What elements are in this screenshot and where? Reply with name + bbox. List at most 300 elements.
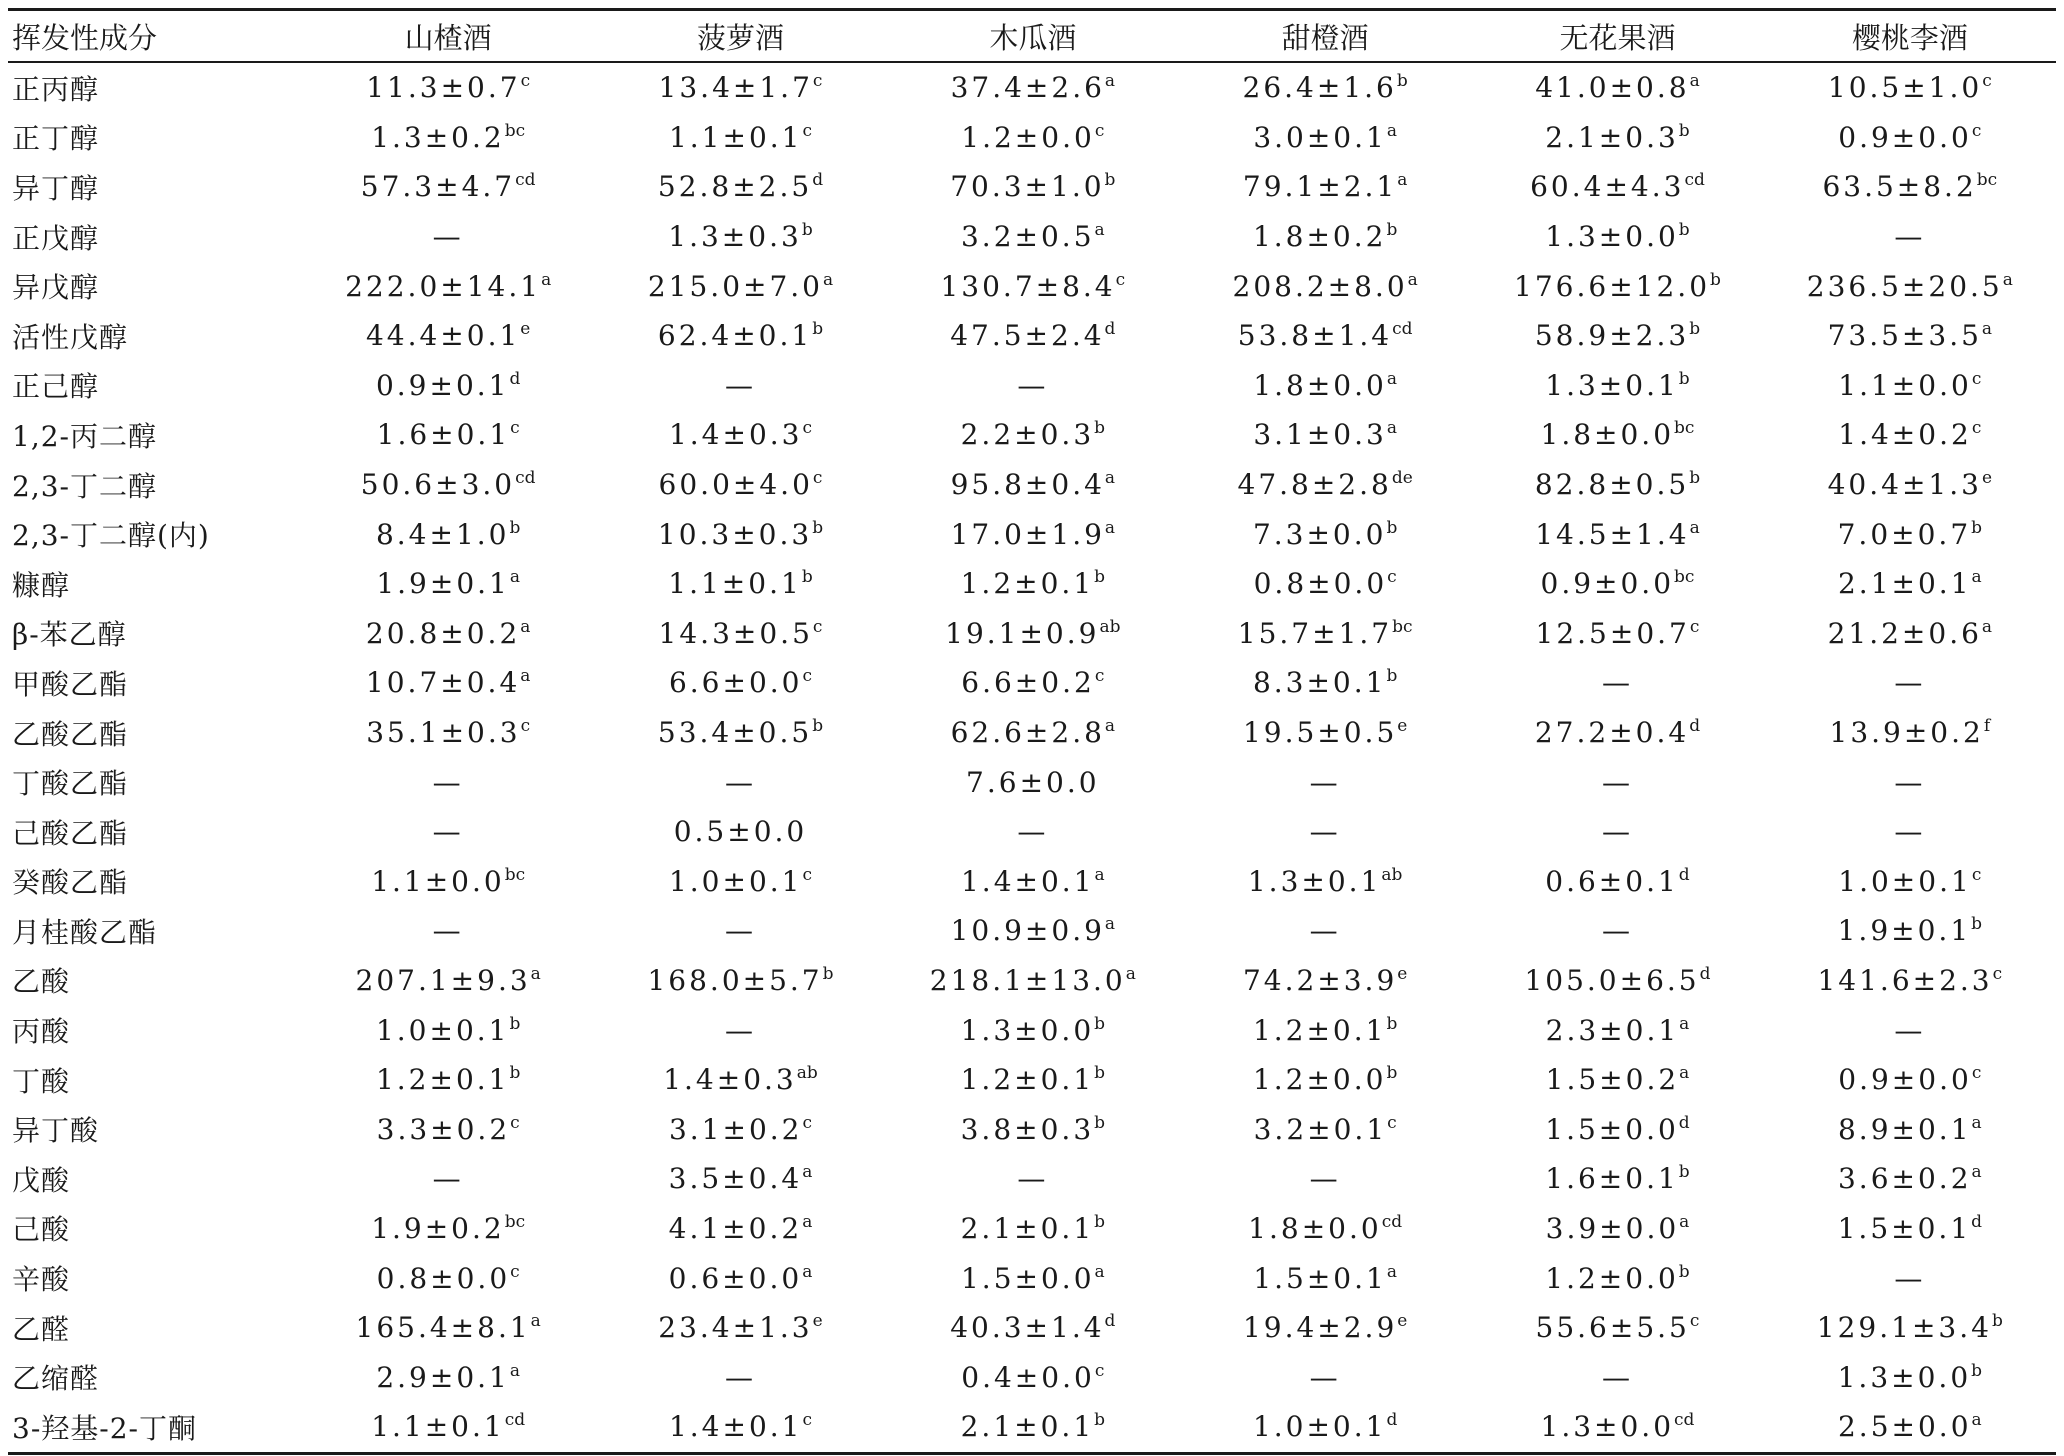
significance-letter: a (1104, 716, 1116, 737)
value-cell (887, 559, 1179, 609)
significance-letter: b (1678, 220, 1690, 241)
value-cell (1179, 757, 1471, 807)
value-cell (302, 609, 594, 659)
value-text: 62.4±0.1 (657, 319, 813, 353)
significance-letter: a (1104, 517, 1116, 538)
value-cell (1471, 1055, 1763, 1105)
value-text: 60.4±4.3 (1530, 170, 1685, 204)
compound-name: 1,2-丙二醇 (12, 419, 157, 453)
value-text: — (1894, 666, 1926, 700)
value-cell (887, 1253, 1179, 1303)
significance-letter: a (1981, 319, 1993, 340)
compound-name: 正丙醇 (12, 72, 100, 106)
value-text: 1.3±0.1 (1545, 368, 1679, 402)
significance-letter: c (802, 864, 813, 885)
value-cell (1471, 1402, 1763, 1453)
value-text: 236.5±20.5 (1806, 269, 2003, 303)
significance-letter: bc (504, 1211, 526, 1232)
significance-letter: c (510, 418, 520, 439)
value-cell (887, 410, 1179, 460)
value-cell (1471, 212, 1763, 262)
value-text: 11.3±0.7 (366, 71, 521, 105)
value-cell (302, 212, 594, 262)
value-text: 2.1±0.1 (960, 1410, 1095, 1444)
value-cell (302, 1104, 594, 1154)
value-cell (594, 261, 886, 311)
value-text: — (1601, 815, 1633, 849)
significance-letter: cd (515, 468, 536, 489)
value-cell (887, 460, 1179, 510)
compound-name: 活性戊醇 (12, 320, 129, 354)
table-row (8, 460, 2056, 510)
value-text: 1.1±0.1 (668, 567, 802, 601)
value-text: 1.0±0.1 (1838, 864, 1972, 898)
significance-letter: cd (1392, 319, 1413, 340)
table-row (8, 1005, 2056, 1055)
value-cell (1471, 1303, 1763, 1353)
table-row (8, 658, 2056, 708)
table-row (8, 807, 2056, 857)
value-cell (887, 162, 1179, 212)
significance-letter: bc (1392, 616, 1413, 637)
significance-letter: d (1689, 716, 1701, 737)
value-text: 1.1±0.1 (371, 1410, 505, 1444)
significance-letter: a (1971, 1112, 1982, 1133)
value-text: 1.3±0.0 (960, 1013, 1095, 1047)
significance-letter: e (812, 1311, 823, 1332)
significance-letter: a (2002, 269, 2013, 290)
value-text: 19.5±0.5 (1242, 716, 1398, 750)
value-text: 10.9±0.9 (950, 914, 1105, 948)
compound-name: 异戊醇 (12, 271, 100, 305)
value-cell (1179, 807, 1471, 857)
value-cell (1764, 1154, 2056, 1204)
compound-name: 戊酸 (12, 1163, 71, 1197)
header-pineapple-wine: 菠萝酒 (594, 10, 886, 63)
compound-name: 糠醇 (12, 568, 71, 602)
table-row (8, 162, 2056, 212)
value-cell (1471, 311, 1763, 361)
value-cell (302, 1154, 594, 1204)
value-cell (1179, 1104, 1471, 1154)
table-row (8, 559, 2056, 609)
header-papaya-wine: 木瓜酒 (887, 10, 1179, 63)
significance-letter: b (509, 517, 521, 538)
value-text: 1.3±0.1 (1247, 864, 1382, 898)
value-cell (302, 509, 594, 559)
value-text: — (1017, 815, 1049, 849)
significance-letter: d (1971, 1211, 1983, 1232)
value-cell (1179, 113, 1471, 163)
value-text: 207.1±9.3 (355, 963, 531, 997)
value-cell (887, 1204, 1179, 1254)
value-text: 3.1±0.3 (1253, 418, 1387, 452)
value-cell (594, 460, 886, 510)
value-text: 1.4±0.1 (668, 1410, 803, 1444)
value-cell (1179, 1154, 1471, 1204)
value-cell (887, 212, 1179, 262)
value-text: 19.4±2.9 (1242, 1311, 1398, 1345)
value-text: — (1017, 1162, 1049, 1196)
value-text: 7.6±0.0 (966, 765, 1100, 799)
significance-letter: a (1104, 914, 1116, 935)
value-cell (887, 62, 1179, 113)
value-text: 73.5±3.5 (1827, 319, 1982, 353)
significance-letter: c (1094, 120, 1105, 141)
value-text: 2.1±0.1 (960, 1211, 1095, 1245)
value-cell (302, 361, 594, 411)
value-text: — (724, 1360, 756, 1394)
value-cell (302, 658, 594, 708)
value-text: 215.0±7.0 (647, 269, 823, 303)
value-text: 1.4±0.3 (663, 1063, 797, 1097)
compound-name: 月桂酸乙酯 (12, 915, 158, 949)
significance-letter: a (520, 666, 531, 687)
significance-letter: b (1710, 269, 1721, 290)
value-cell (1471, 906, 1763, 956)
value-text: — (724, 765, 756, 799)
value-text: 52.8±2.5 (657, 170, 813, 204)
value-cell (1471, 1154, 1763, 1204)
significance-letter: a (1386, 120, 1397, 141)
value-cell (1764, 361, 2056, 411)
compound-name: 丙酸 (12, 1015, 71, 1049)
value-cell (887, 708, 1179, 758)
compound-name: 己酸乙酯 (12, 816, 129, 850)
significance-letter: b (1094, 1410, 1106, 1431)
significance-letter: c (1982, 71, 1992, 92)
value-cell (1471, 509, 1763, 559)
significance-letter: d (1104, 319, 1116, 340)
significance-letter: b (1971, 914, 1983, 935)
value-cell (1471, 460, 1763, 510)
significance-letter: c (1971, 418, 1982, 439)
significance-letter: d (1678, 1112, 1690, 1133)
value-cell (594, 1253, 886, 1303)
significance-letter: ab (796, 1063, 818, 1084)
value-text: 0.6±0.0 (668, 1261, 803, 1295)
table-row (8, 906, 2056, 956)
value-cell (594, 609, 886, 659)
value-cell (1764, 509, 2056, 559)
value-text: — (432, 220, 464, 254)
value-cell (887, 1005, 1179, 1055)
value-cell (1764, 62, 2056, 113)
value-cell (302, 1402, 594, 1453)
significance-letter: bc (1674, 567, 1695, 588)
significance-letter: a (1679, 1063, 1690, 1084)
compound-name: 甲酸乙酯 (12, 667, 129, 701)
value-cell (594, 708, 886, 758)
significance-letter: de (1391, 468, 1413, 489)
table-row (8, 1204, 2056, 1254)
significance-letter: a (1125, 963, 1136, 984)
value-cell (1471, 410, 1763, 460)
value-text: 47.5±2.4 (950, 319, 1105, 353)
significance-letter: a (1407, 269, 1418, 290)
significance-letter: cd (1381, 1211, 1403, 1232)
significance-letter: b (1991, 1311, 2003, 1332)
significance-letter: d (1699, 963, 1711, 984)
value-text: 2.5±0.0 (1837, 1410, 1972, 1444)
value-text: 168.0±5.7 (647, 963, 823, 997)
value-text: 2.1±0.3 (1545, 120, 1679, 154)
value-cell (1471, 162, 1763, 212)
value-text: 70.3±1.0 (950, 170, 1105, 204)
value-text: 10.3±0.3 (657, 517, 813, 551)
value-text: — (1601, 765, 1633, 799)
value-text: 1.5±0.1 (1253, 1261, 1387, 1295)
value-cell (594, 1402, 886, 1453)
compound-name: 正丁醇 (12, 122, 100, 156)
compound-name: β-苯乙醇 (12, 618, 127, 652)
value-text: 0.9±0.0 (1838, 1063, 1972, 1097)
significance-letter: b (1104, 170, 1116, 191)
significance-letter: c (1387, 1112, 1397, 1133)
value-text: 17.0±1.9 (950, 517, 1105, 551)
value-text: — (1894, 220, 1926, 254)
table-row (8, 311, 2056, 361)
significance-letter: d (1104, 1311, 1116, 1332)
value-text: 1.0±0.1 (1252, 1410, 1387, 1444)
significance-letter: f (1983, 716, 1991, 737)
value-cell (594, 807, 886, 857)
value-text: 1.8±0.0 (1253, 368, 1387, 402)
value-text: 50.6±3.0 (360, 468, 516, 502)
table-header (8, 10, 2056, 63)
value-text: 58.9±2.3 (1534, 319, 1690, 353)
value-text: 55.6±5.5 (1535, 1311, 1690, 1345)
significance-letter: c (1971, 368, 1982, 389)
significance-letter: d (1678, 864, 1690, 885)
value-text: — (1309, 1162, 1341, 1196)
value-cell (594, 410, 886, 460)
significance-letter: b (1386, 517, 1398, 538)
value-text: 1.5±0.2 (1545, 1063, 1680, 1097)
significance-letter: c (1387, 567, 1397, 588)
value-cell (594, 1303, 886, 1353)
table-row (8, 1402, 2056, 1453)
value-cell (1471, 1005, 1763, 1055)
value-text: 47.8±2.8 (1237, 468, 1392, 502)
value-text: 1.1±0.0 (371, 864, 505, 898)
significance-letter: c (812, 616, 823, 637)
value-cell (1179, 62, 1471, 113)
value-text: 222.0±14.1 (345, 269, 542, 303)
significance-letter: a (530, 963, 541, 984)
value-text: 40.3±1.4 (950, 1311, 1105, 1345)
value-cell (1179, 1352, 1471, 1402)
value-text: 0.9±0.0 (1838, 120, 1972, 154)
value-cell (887, 361, 1179, 411)
value-text: 26.4±1.6 (1242, 71, 1397, 105)
value-text: 53.8±1.4 (1237, 319, 1393, 353)
value-text: 41.0±0.8 (1535, 71, 1690, 105)
significance-letter: a (1386, 418, 1397, 439)
value-cell (594, 1204, 886, 1254)
value-text: 1.4±0.3 (668, 418, 803, 452)
value-cell (1764, 410, 2056, 460)
value-cell (302, 807, 594, 857)
compound-name: 异丁酸 (12, 1114, 100, 1148)
value-text: 53.4±0.5 (657, 716, 813, 750)
value-cell (1471, 658, 1763, 708)
value-cell (302, 906, 594, 956)
value-cell (1764, 807, 2056, 857)
significance-letter: a (1689, 517, 1700, 538)
significance-letter: c (812, 468, 823, 489)
value-text: 1.5±0.1 (1837, 1211, 1972, 1245)
significance-letter: c (812, 71, 823, 92)
value-text: 0.8±0.0 (1253, 567, 1388, 601)
value-cell (1179, 261, 1471, 311)
value-text: 14.3±0.5 (658, 616, 813, 650)
value-cell (1471, 757, 1763, 807)
value-cell (302, 1352, 594, 1402)
value-text: — (1309, 1360, 1341, 1394)
table-body (8, 62, 2056, 1453)
value-text: 15.7±1.7 (1237, 616, 1393, 650)
significance-letter: bc (1976, 170, 1998, 191)
value-cell (594, 1055, 886, 1105)
significance-letter: ab (1099, 616, 1121, 637)
significance-letter: b (1678, 120, 1690, 141)
significance-letter: bc (504, 120, 526, 141)
significance-letter: cd (1674, 1410, 1695, 1431)
value-cell (1764, 1005, 2056, 1055)
table-row (8, 1154, 2056, 1204)
value-cell (1764, 261, 2056, 311)
value-text: 1.2±0.1 (375, 1063, 510, 1097)
value-cell (594, 509, 886, 559)
value-text: 2.2±0.3 (960, 418, 1095, 452)
value-cell (1471, 1253, 1763, 1303)
table-row (8, 361, 2056, 411)
value-text: 1.2±0.0 (961, 120, 1095, 154)
value-cell (1179, 1204, 1471, 1254)
value-text: 1.1±0.1 (668, 120, 803, 154)
value-text: 1.2±0.1 (960, 567, 1095, 601)
value-text: 1.2±0.0 (1252, 1063, 1387, 1097)
significance-letter: b (1094, 418, 1106, 439)
significance-letter: a (1679, 1211, 1690, 1232)
value-cell (1764, 1104, 2056, 1154)
value-cell (887, 609, 1179, 659)
value-cell (594, 658, 886, 708)
value-cell (1764, 460, 2056, 510)
significance-letter: b (812, 716, 824, 737)
value-text: 218.1±13.0 (929, 963, 1126, 997)
table-row (8, 609, 2056, 659)
value-cell (1764, 212, 2056, 262)
table-row (8, 857, 2056, 907)
value-text: — (724, 368, 756, 402)
significance-letter: a (1971, 1410, 1982, 1431)
significance-letter: b (1689, 468, 1701, 489)
significance-letter: c (802, 120, 813, 141)
table-row (8, 956, 2056, 1006)
value-text: — (724, 1013, 756, 1047)
significance-letter: b (1094, 1112, 1106, 1133)
significance-letter: b (1386, 220, 1398, 241)
value-cell (1179, 857, 1471, 907)
value-text: 3.1±0.2 (668, 1112, 803, 1146)
significance-letter: c (1115, 269, 1126, 290)
value-cell (302, 1204, 594, 1254)
value-text: 1.1±0.0 (1838, 368, 1972, 402)
value-cell (887, 658, 1179, 708)
value-cell (1764, 906, 2056, 956)
value-text: 1.3±0.2 (371, 120, 505, 154)
value-text: 3.6±0.2 (1837, 1162, 1972, 1196)
value-cell (1764, 1352, 2056, 1402)
compound-name: 正戊醇 (12, 221, 100, 255)
value-cell (1179, 1055, 1471, 1105)
value-text: 1.8±0.0 (1248, 1211, 1382, 1245)
value-text: — (1601, 666, 1633, 700)
significance-letter: c (520, 71, 531, 92)
value-text: 13.4±1.7 (658, 71, 813, 105)
value-cell (1471, 857, 1763, 907)
value-text: — (1309, 765, 1341, 799)
value-cell (1179, 658, 1471, 708)
value-text: 4.1±0.2 (668, 1211, 803, 1245)
value-cell (1764, 1055, 2056, 1105)
value-text: 62.6±2.8 (950, 716, 1105, 750)
value-cell (302, 857, 594, 907)
value-text: 1.5±0.0 (960, 1261, 1095, 1295)
table-row (8, 261, 2056, 311)
significance-letter: a (509, 1360, 520, 1381)
volatile-compounds-table (8, 8, 2056, 1455)
value-cell (1764, 1204, 2056, 1254)
value-text: — (432, 765, 464, 799)
significance-letter: c (802, 666, 813, 687)
value-cell (302, 708, 594, 758)
value-text: 14.5±1.4 (1535, 517, 1690, 551)
value-cell (302, 757, 594, 807)
header-sweet-orange-wine: 甜橙酒 (1179, 10, 1471, 63)
compound-name: 己酸 (12, 1213, 71, 1247)
header-row (8, 10, 2056, 63)
value-text: 6.6±0.0 (668, 666, 803, 700)
significance-letter: a (1971, 1162, 1982, 1183)
value-text: 1.4±0.1 (960, 864, 1095, 898)
value-cell (1179, 559, 1471, 609)
value-cell (1179, 311, 1471, 361)
value-cell (1764, 1303, 2056, 1353)
value-text: — (1894, 765, 1926, 799)
significance-letter: a (520, 616, 531, 637)
value-cell (887, 956, 1179, 1006)
value-text: 3.0±0.1 (1253, 120, 1387, 154)
value-text: — (1601, 914, 1633, 948)
value-cell (1471, 1352, 1763, 1402)
value-cell (302, 460, 594, 510)
value-cell (594, 956, 886, 1006)
value-text: — (432, 1162, 464, 1196)
value-cell (302, 956, 594, 1006)
value-cell (1764, 708, 2056, 758)
value-text: 60.0±4.0 (658, 468, 813, 502)
significance-letter: d (812, 170, 824, 191)
significance-letter: c (1992, 963, 2003, 984)
table-row (8, 1303, 2056, 1353)
table-row (8, 757, 2056, 807)
significance-letter: a (1689, 71, 1700, 92)
significance-letter: b (812, 319, 824, 340)
value-text: — (1894, 1013, 1926, 1047)
